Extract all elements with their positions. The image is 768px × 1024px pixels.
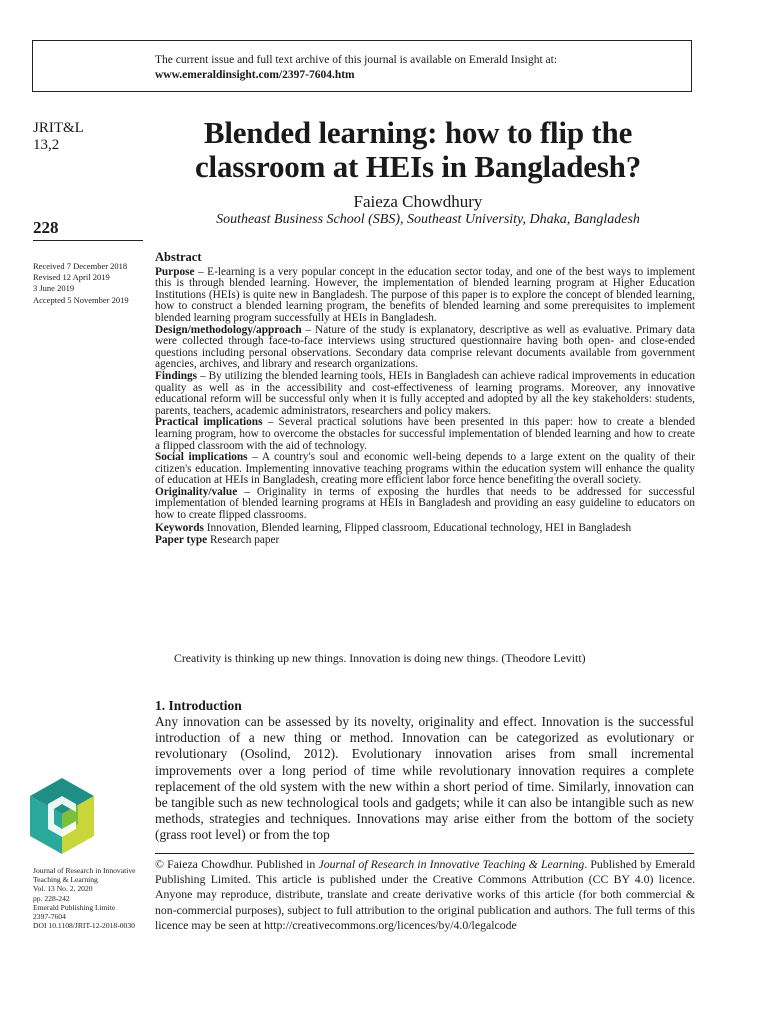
practical-label: Practical implications bbox=[155, 416, 263, 429]
journal-abbreviation bbox=[33, 120, 84, 154]
journal-citation-info bbox=[33, 866, 151, 930]
journal-name-line-1: Journal of Research in Innovative bbox=[33, 866, 136, 875]
journal-name-line-2: Teaching & Learning bbox=[33, 875, 98, 885]
abstract bbox=[155, 252, 695, 547]
abstract-originality bbox=[155, 487, 695, 522]
abstract-design bbox=[155, 325, 695, 371]
originality-label: Originality/value bbox=[155, 485, 238, 498]
journal-pages: pp. 228-242 bbox=[33, 893, 70, 903]
history-received: Received 7 December 2018 bbox=[33, 261, 128, 271]
copyright-notice bbox=[155, 857, 695, 933]
epigraph-quote: Creativity is thinking up new things. Innovation is doing new things. (Theodore Levitt) bbox=[174, 651, 586, 665]
paper-type bbox=[155, 535, 695, 547]
journal-issn: 2397-7604 bbox=[33, 912, 66, 922]
access-notice-box bbox=[32, 40, 692, 92]
journal-abbr-text: JRIT&L bbox=[33, 120, 84, 136]
design-label: Design/methodology/approach bbox=[155, 323, 302, 336]
open-access-logo-icon bbox=[28, 778, 96, 854]
page-number-rule bbox=[33, 240, 143, 241]
abstract-purpose bbox=[155, 267, 695, 325]
copyright-part-2: . Published by Emerald Publishing Limited. This article is published under the Creative Commons Attribution (CC BY 4.0) licence. Anyone may reproduce, distribute, translate and create derivative works of this article (for both commercial & non-commercial purposes), subject to full attribution to the original publication and authors. The full terms of this licence may be seen at http://creativecommons.org/licences/by/4.0/legalcode bbox=[155, 857, 696, 932]
introduction-body: Any innovation can be assessed by its novelty, originality and effect. Innovation is the successful introduction of a new thing or method. Innovation can be categorized as evolutionary or revolutionary (Osolind, 2012). Evolutionary innovation arises from small incremental improvements over a long period of time while revolutionary innovation requires a complete replacement of the old system with the new within a short period of time. Similarly, innovation can be tangible such as new technological tools and gadgets; while it can also be intangible such as new methods, strategies and techniques. Innovations may arise either from the bottom of the society (grass root level) or from the top bbox=[155, 714, 694, 843]
social-text: – A country's soul and economic well-being depends to a large extent on the quality of their citizen's education. Implementing innovative teaching programs within the education system will enhance the quality of education at HEIs in Bangladesh, creating more efficient labor force hence benefiting the overall society. bbox=[155, 451, 695, 487]
introduction-heading: 1. Introduction bbox=[155, 698, 242, 713]
article-history bbox=[33, 261, 129, 306]
abstract-social bbox=[155, 452, 695, 487]
keywords-text: Innovation, Blended learning, Flipped classroom, Educational technology, HEI in Bangladesh bbox=[203, 521, 632, 534]
social-label: Social implications bbox=[155, 451, 248, 464]
keywords-label: Keywords bbox=[155, 521, 204, 534]
findings-label: Findings bbox=[155, 369, 198, 382]
practical-text: – Several practical solutions have been presented in this paper: how to create a blended learning program, how to overcome the obstacles for successful implementation of blended learning and how to create a flipped classroom with the aid of technology. bbox=[155, 416, 695, 452]
history-accepted: Accepted 5 November 2019 bbox=[33, 294, 129, 305]
copyright-journal: Journal of Research in Innovative Teaching & Learning bbox=[318, 857, 585, 871]
purpose-text: – E-learning is a very popular concept in the education sector today, and one of the best ways to implement this is through blended learning. However, the implementation of blended learning program at Higher Education Institutions (HEIs) is quite new in Bangladesh. The purpose of this paper is to explore the concept of blended learning, how to construct a blended learning program, the benefits of blended learning and some prerequisites to implement blended learning program successfully at HEIs in Bangladesh. bbox=[155, 265, 695, 324]
journal-url-link[interactable]: www.emeraldinsight.com/2397-7604.htm bbox=[155, 69, 355, 81]
history-revised: Revised 12 April 2019 bbox=[33, 272, 110, 283]
author-name: Faieza Chowdhury bbox=[353, 192, 483, 211]
journal-volume: Vol. 13 No. 2, 2020 bbox=[33, 884, 93, 894]
author-affiliation: Southeast Business School (SBS), Southeast University, Dhaka, Bangladesh bbox=[216, 212, 640, 227]
access-notice-text: The current issue and full text archive of this journal is available on Emerald Insight at: bbox=[155, 54, 558, 66]
title-line-1: Blended learning: how to flip the bbox=[203, 115, 633, 150]
abstract-findings bbox=[155, 371, 695, 417]
paper-type-label: Paper type bbox=[155, 534, 208, 547]
originality-text: – Originality in terms of exposing the hurdles that needs to be addressed for successful implementation of blended learning programs at HEIs in Bangladesh and providing an easy guideline to educators on how to create flipped classrooms. bbox=[155, 485, 695, 522]
keywords bbox=[155, 523, 695, 535]
volume-issue: 13,2 bbox=[33, 137, 60, 153]
history-revised-2: 3 June 2019 bbox=[33, 283, 75, 294]
article-title bbox=[148, 116, 688, 184]
findings-text: – By utilizing the blended learning tools, HEIs in Bangladesh can achieve radical improvements in education quality as well as in the accessibility and cost-effectiveness of learning programs. Moreover, any innovative educational reform will be successful only when it is fully accepted and adopted by all the key stakeholders: students, parents, teachers, academic administrators, researchers and policy makers. bbox=[155, 369, 695, 417]
abstract-heading: Abstract bbox=[155, 250, 202, 264]
journal-publisher: Emerald Publishing Limite bbox=[33, 902, 116, 912]
abstract-practical bbox=[155, 417, 695, 452]
paper-type-text: Research paper bbox=[207, 534, 280, 547]
title-line-2: classroom at HEIs in Bangladesh? bbox=[194, 149, 642, 184]
copyright-part-1: © Faieza Chowdhur. Published in bbox=[155, 857, 319, 871]
purpose-label: Purpose bbox=[155, 265, 195, 278]
journal-doi: DOI 10.1108/JRIT-12-2018-0030 bbox=[33, 921, 135, 931]
page-number: 228 bbox=[33, 218, 59, 237]
design-text: – Nature of the study is explanatory, descriptive as well as evaluative. Primary data were collected through face-to-face interviews using structured questionnaire having both open- and close-ended questions including personal observations. Secondary data comprise relevant documents available from government agencies, archives, and library and research organizations. bbox=[155, 323, 695, 371]
copyright-rule bbox=[155, 853, 694, 854]
